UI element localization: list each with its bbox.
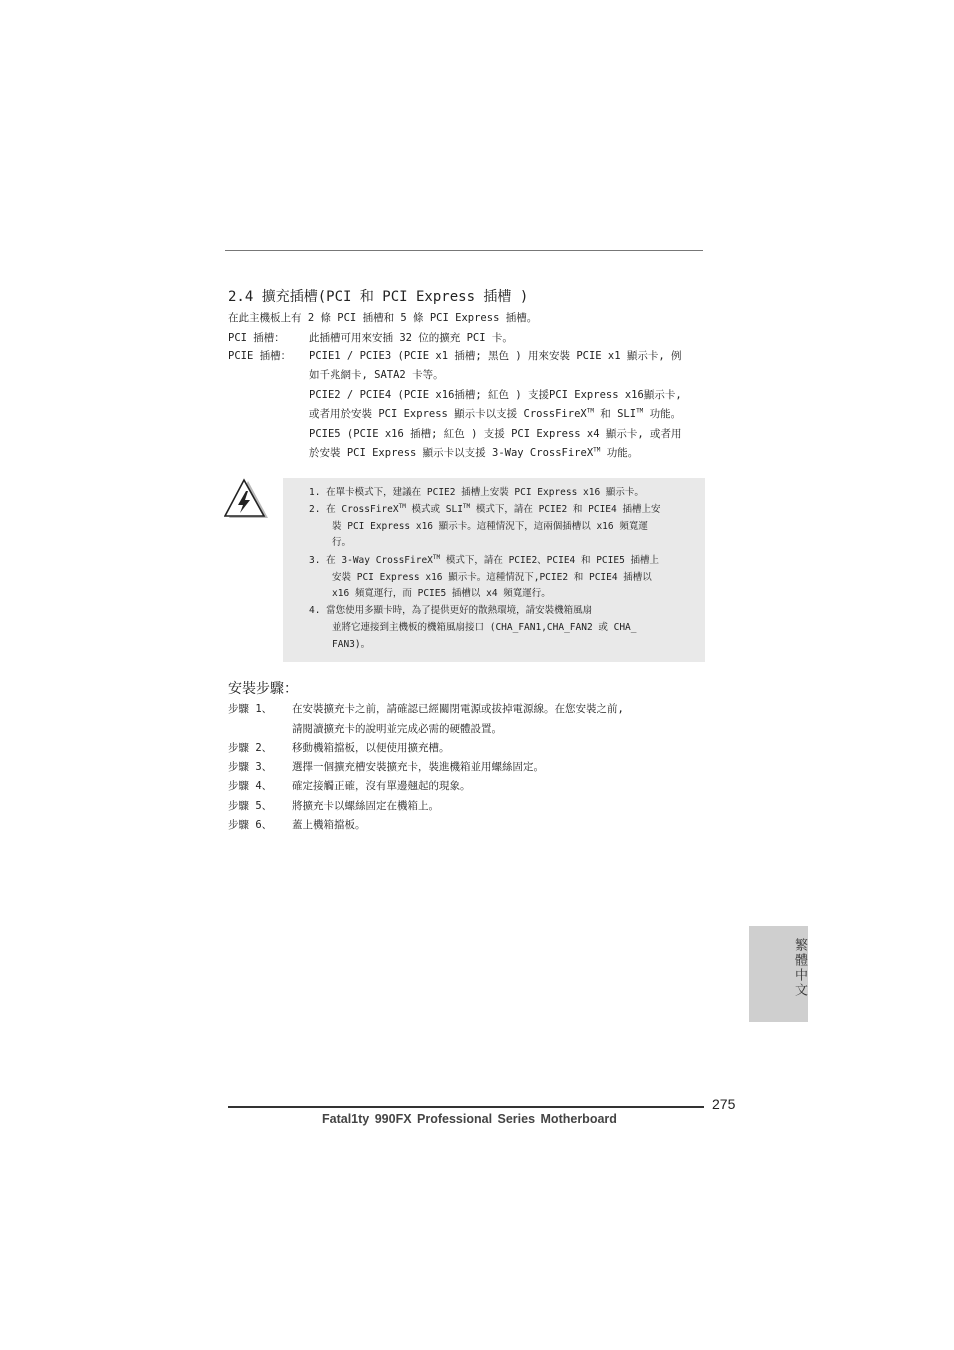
pcie-line-1: PCIE1 / PCIE3 (PCIE x1 插槽; 黑色 ) 用來安裝 PCIE x1 顯示卡, 例 (309, 350, 682, 362)
step-text: 請閱讀擴充卡的說明並完成必需的硬體設置。 (292, 723, 502, 735)
step-text: 確定接觸正確，沒有單邊翹起的現象。 (292, 780, 471, 792)
note-line (309, 503, 660, 516)
note-line-a: 2. 在 CrossFireX (309, 504, 399, 515)
section-intro: 在此主機板上有 2 條 PCI 插槽和 5 條 PCI Express 插槽。 (228, 312, 538, 324)
tm-mark: TM (593, 446, 601, 454)
step-text: 蓋上機箱擋板。 (292, 819, 366, 831)
note-line: 1. 在單卡模式下，建議在 PCIE2 插槽上安裝 PCI Express x16 顯示卡。 (309, 487, 644, 498)
pcie-line-5: PCIE5 (PCIE x16 插槽; 紅色 ) 支援 PCI Express x4 顯示卡, 或者用 (309, 428, 682, 440)
pci-label: PCI 插槽： (228, 332, 285, 344)
note-line-a: 3. 在 3-Way CrossFireX (309, 555, 433, 566)
page-number: 275 (712, 1096, 736, 1112)
section-title: 2.4 擴充插槽(PCI 和 PCI Express 插槽 ) (228, 289, 529, 305)
note-line-c: 模式下，請在 PCIE2 和 PCIE4 插槽上安 (470, 504, 661, 515)
step-label: 步驟 1、 (228, 703, 273, 715)
install-title: 安裝步驟： (228, 681, 298, 697)
pcie-line-4 (309, 407, 681, 421)
footer-title: Fatal1ty 990FX Professional Series Motherboard (322, 1112, 617, 1126)
language-tab-label: 繁體中文 (792, 938, 807, 998)
step-text: 將擴充卡以螺絲固定在機箱上。 (292, 800, 439, 812)
step-label: 步驟 4、 (228, 780, 273, 792)
tm-mark: TM (432, 553, 441, 561)
pcie-line-3: PCIE2 / PCIE4 (PCIE x16插槽; 紅色 ) 支援PCI Express x16顯示卡, (309, 389, 682, 401)
note-line: FAN3)。 (332, 639, 371, 650)
top-divider (225, 250, 703, 251)
warning-icon-svg (224, 478, 270, 520)
step-text: 在安裝擴充卡之前，請確認已經關閉電源或拔掉電源線。在您安裝之前, (292, 703, 624, 715)
note-line (309, 554, 659, 567)
pcie-line-4-a: 或者用於安裝 PCI Express 顯示卡以支援 CrossFireX (309, 408, 587, 420)
step-label: 步驟 3、 (228, 761, 273, 773)
pcie-line-4-c: 功能。 (643, 408, 682, 420)
tm-mark: TM (398, 502, 406, 510)
pci-text: 此插槽可用來安插 32 位的擴充 PCI 卡。 (309, 332, 513, 344)
step-label: 步驟 5、 (228, 800, 273, 812)
pcie-line-6-b: 功能。 (600, 447, 639, 459)
tm-mark: TM (462, 502, 471, 510)
note-line-b: 模式下，請在 PCIE2、PCIE4 和 PCIE5 插槽上 (440, 555, 660, 566)
note-line-b: 模式或 SLI (405, 504, 463, 515)
note-line: 並將它連接到主機板的機箱風扇接口 (CHA_FAN1,CHA_FAN2 或 CHA_ (332, 622, 637, 633)
pcie-line-6 (309, 446, 638, 460)
pcie-line-6-a: 於安裝 PCI Express 顯示卡以支援 3-Way CrossFireX (309, 447, 594, 459)
note-line: 安裝 PCI Express x16 顯示卡。這種情況下,PCIE2 和 PCIE4 插槽以 (332, 572, 652, 583)
tm-mark: TM (636, 407, 644, 415)
warning-icon (224, 478, 270, 520)
step-text: 選擇一個擴充槽安裝擴充卡，裝進機箱並用螺絲固定。 (292, 761, 544, 773)
note-line: 裝 PCI Express x16 顯示卡。這種情況下，這兩個插槽以 x16 頻寬運 (332, 521, 648, 532)
step-label: 步驟 2、 (228, 742, 273, 754)
note-line: 行。 (332, 537, 352, 548)
note-line: 4. 當您使用多顯卡時，為了提供更好的散熱環境，請安裝機箱風扇 (309, 605, 593, 616)
pcie-label: PCIE 插槽： (228, 350, 292, 362)
pcie-line-2: 如千兆網卡, SATA2 卡等。 (309, 369, 444, 381)
notes-box (283, 478, 705, 662)
step-text: 移動機箱擋板，以便使用擴充槽。 (292, 742, 450, 754)
bottom-divider (228, 1106, 704, 1108)
language-tab (749, 926, 808, 1022)
note-line: x16 頻寬運行，而 PCIE5 插槽以 x4 頻寬運行。 (332, 588, 551, 599)
pcie-line-4-b: 和 SLI (593, 408, 637, 420)
step-label: 步驟 6、 (228, 819, 273, 831)
tm-mark: TM (586, 407, 594, 415)
